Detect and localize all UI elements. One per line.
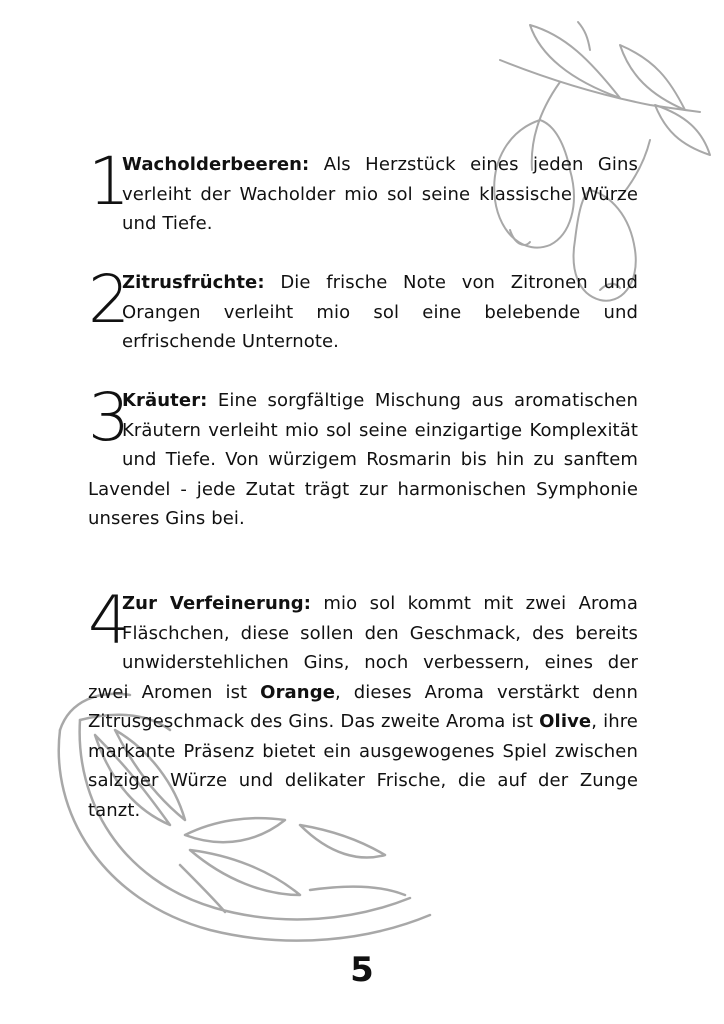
ingredient-item-3: [88, 379, 638, 534]
item-body-part-2: , dieses Aroma verstärkt denn Zitrusgeschmack des Gins. Das zweite Aroma ist: [88, 681, 639, 732]
item-paragraph: [88, 261, 639, 357]
item-heading: Zitrusfrüchte:: [122, 272, 265, 293]
ingredient-item-2: [88, 261, 639, 357]
item-body: Die frische Note von Zitronen und Orangen verleiht mio sol eine belebende und erfrischende Unternote.: [122, 272, 639, 352]
item-number: 2: [88, 261, 130, 338]
item-number: 3: [88, 379, 130, 456]
item-body-part-1: mio sol kommt mit zwei Aroma Fläschchen, diese sollen den Geschmack, des bereits unwiderstehlichen Gins, noch verbessern, eines der zwei Aromen ist: [88, 593, 638, 703]
item-paragraph: [88, 582, 639, 825]
item-number: 4: [88, 582, 130, 659]
item-body: Als Herzstück eines jeden Gins verleiht der Wacholder mio sol seine klassische Würze und Tiefe.: [122, 154, 638, 234]
item-body: Eine sorgfältige Mischung aus aromatischen Kräutern verleiht mio sol seine einzigartige Komplexität und Tiefe. Von würzigem Rosmarin bis hin zu sanftem Lavendel - jede Zutat trägt zur harmonischen Symphonie unseres Gins bei.: [88, 390, 638, 529]
page-number: 5: [350, 950, 374, 990]
item-paragraph: [88, 143, 638, 239]
highlight-olive: Olive: [539, 711, 592, 732]
ingredient-item-4: [88, 582, 639, 825]
item-paragraph: [88, 379, 638, 534]
item-heading: Kräuter:: [122, 390, 208, 411]
item-number: 1: [88, 143, 130, 220]
item-body-part-3: , ihre markante Präsenz bietet ein ausgewogenes Spiel zwischen salziger Würze und delikater Frische, die auf der Zunge tanzt.: [88, 711, 638, 821]
highlight-orange: Orange: [260, 681, 336, 703]
item-heading: Zur Verfeinerung:: [122, 593, 312, 614]
item-heading: Wacholderbeeren:: [122, 154, 310, 175]
ingredient-item-1: [88, 143, 638, 239]
